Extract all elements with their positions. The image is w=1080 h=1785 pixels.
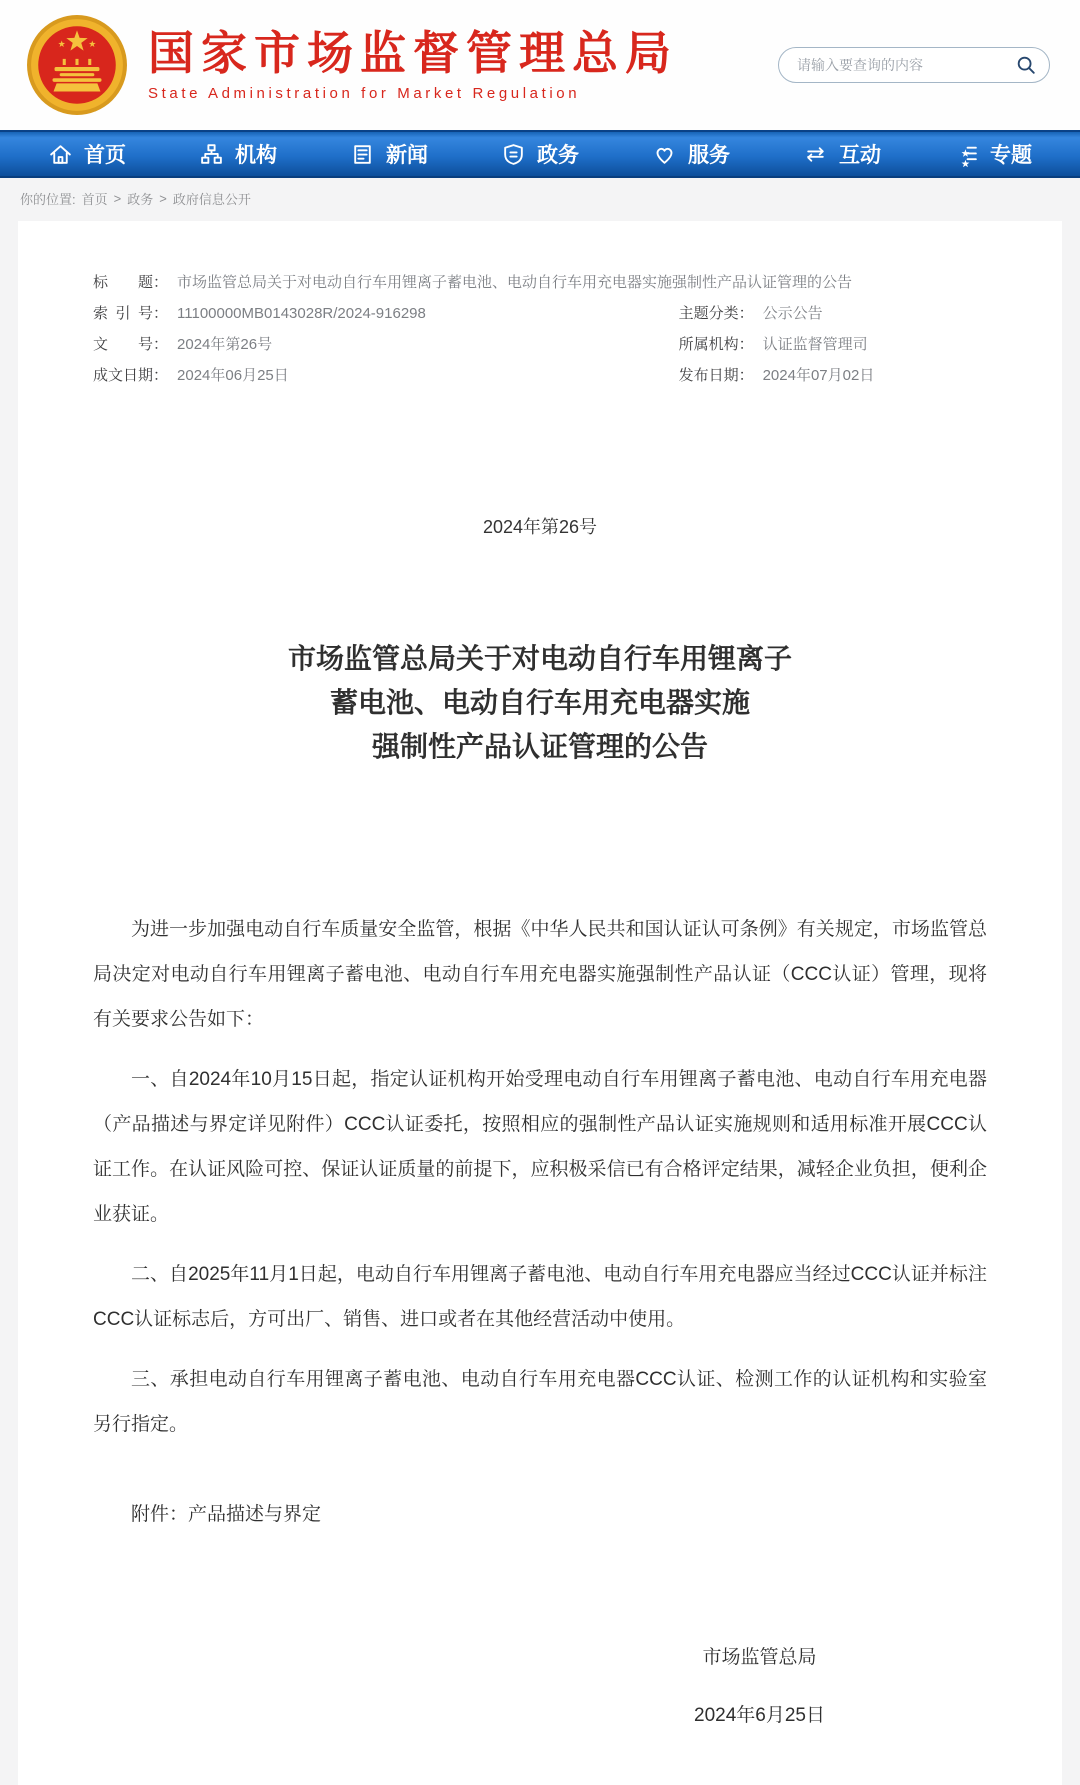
meta-label-publish-date: 发布日期: [678, 367, 739, 384]
meta-row-dates: [93, 366, 987, 385]
document-number: 2024年第26号: [482, 517, 598, 537]
nav-item-label: 新闻: [386, 144, 428, 167]
main-nav: [0, 130, 1080, 178]
nav-item-topics[interactable]: [954, 139, 1032, 169]
nav-item-label: 政务: [537, 144, 579, 167]
paragraph-item-3: 三、承担电动自行车用锂离子蓄电池、电动自行车用充电器CCC认证、检测工作的认证机构和实验室另行指定。: [93, 1369, 987, 1435]
document-title-line: 蓄电池、电动自行车用充电器实施: [329, 687, 750, 718]
service-heart-icon: [652, 142, 677, 167]
topics-list-icon: [954, 142, 979, 167]
paragraph-item-2: 二、自2025年11月1日起，电动自行车用锂离子蓄电池、电动自行车用充电器应当经过CCC认证并标注CCC认证标志后，方可出厂、销售、进口或者在其他经营活动中使用。: [93, 1264, 987, 1330]
search-input[interactable]: [795, 56, 1015, 74]
nav-item-label: 互动: [839, 144, 881, 167]
meta-value-title: 市场监管总局关于对电动自行车用锂离子蓄电池、电动自行车用充电器实施强制性产品认证管理的公告: [177, 274, 853, 291]
meta-row-index: [93, 304, 987, 323]
meta-value-publish-date: 2024年07月02日: [762, 367, 875, 384]
meta-value-index-no: 11100000MB0143028R/2024-916298: [177, 305, 426, 322]
search-button[interactable]: [1015, 54, 1037, 76]
meta-value-doc-no: 2024年第26号: [177, 336, 273, 353]
nav-item-label: 专题: [990, 144, 1032, 167]
organization-icon: [199, 142, 224, 167]
paragraph-item-1: 一、自2024年10月15日起，指定认证机构开始受理电动自行车用锂离子蓄电池、电动自行车用充电器（产品描述与界定详见附件）CCC认证委托，按照相应的强制性产品认证实施规则和适用标准开展CCC认证工作。在认证风险可控、保证认证质量的前提下，应积极采信已有合格评定结果，减轻企业负担，便利企业获证。: [93, 1069, 987, 1225]
interaction-arrows-icon: [803, 142, 828, 167]
home-icon: [48, 142, 73, 167]
meta-value-department: 认证监督管理司: [762, 336, 868, 353]
nav-item-government[interactable]: [501, 139, 579, 169]
meta-row-docno: [93, 335, 987, 354]
document-title: [93, 637, 987, 769]
national-emblem-icon: [26, 14, 128, 116]
meta-label-title: 标题: [93, 274, 153, 291]
meta-label-doc-no: 文号: [93, 336, 153, 353]
meta-colon: ：: [153, 367, 169, 384]
paragraph-intro: 为进一步加强电动自行车质量安全监管，根据《中华人民共和国认证认可条例》有关规定，市场监管总局决定对电动自行车用锂离子蓄电池、电动自行车用充电器实施强制性产品认证（CCC认证）管理，现将有关要求公告如下：: [93, 919, 987, 1030]
meta-colon: ：: [738, 336, 754, 353]
content-card: [18, 221, 1062, 1785]
nav-item-service[interactable]: [652, 139, 730, 169]
search-box: [778, 47, 1050, 83]
national-emblem-logo[interactable]: [26, 14, 128, 116]
site-title-cn: 国家市场监督管理总局: [148, 26, 678, 79]
breadcrumb: [0, 178, 1080, 217]
meta-colon: ：: [738, 305, 754, 322]
breadcrumb-prefix: 你的位置:: [20, 192, 76, 207]
meta-label-write-date: 成文日期: [93, 367, 154, 384]
meta-colon: ：: [153, 336, 169, 353]
site-titles: [148, 28, 678, 103]
nav-item-label: 机构: [235, 144, 277, 167]
meta-label-department: 所属机构: [678, 336, 739, 353]
meta-value-write-date: 2024年06月25日: [177, 367, 289, 384]
nav-item-label: 服务: [688, 144, 730, 167]
meta-value-category: 公示公告: [762, 305, 823, 322]
document-title-line: 强制性产品认证管理的公告: [371, 731, 708, 762]
breadcrumb-separator: >: [159, 191, 167, 206]
meta-label-category: 主题分类: [678, 305, 739, 322]
document-body: [93, 907, 987, 1745]
site-header: [0, 0, 1080, 130]
site-title-en: State Administration for Market Regulation: [148, 85, 581, 103]
nav-item-news[interactable]: [350, 139, 428, 169]
meta-colon: ：: [153, 274, 169, 291]
breadcrumb-home[interactable]: 首页: [81, 192, 108, 207]
nav-item-label: 首页: [84, 144, 126, 167]
search-icon: [1015, 54, 1037, 76]
news-icon: [350, 142, 375, 167]
nav-item-organization[interactable]: [199, 139, 277, 169]
meta-colon: ：: [738, 367, 754, 384]
signature-date: 2024年6月25日: [694, 1705, 825, 1726]
signature-agency: 市场监管总局: [702, 1647, 817, 1668]
meta-colon: ：: [153, 305, 169, 322]
nav-item-interaction[interactable]: [803, 139, 881, 169]
document-title-line: 市场监管总局关于对电动自行车用锂离子: [287, 643, 792, 674]
breadcrumb-info-disclosure[interactable]: 政府信息公开: [172, 192, 251, 207]
breadcrumb-zhengwu[interactable]: 政务: [127, 192, 154, 207]
meta-label-index-no: 索引号: [93, 305, 153, 322]
breadcrumb-separator: >: [113, 191, 122, 206]
signature-block: [694, 1629, 825, 1745]
government-shield-icon: [501, 142, 526, 167]
meta-row-title: [93, 273, 987, 292]
nav-item-home[interactable]: [48, 139, 126, 169]
attachment-line: 附件：产品描述与界定: [131, 1504, 322, 1525]
document-meta-table: [93, 273, 987, 385]
